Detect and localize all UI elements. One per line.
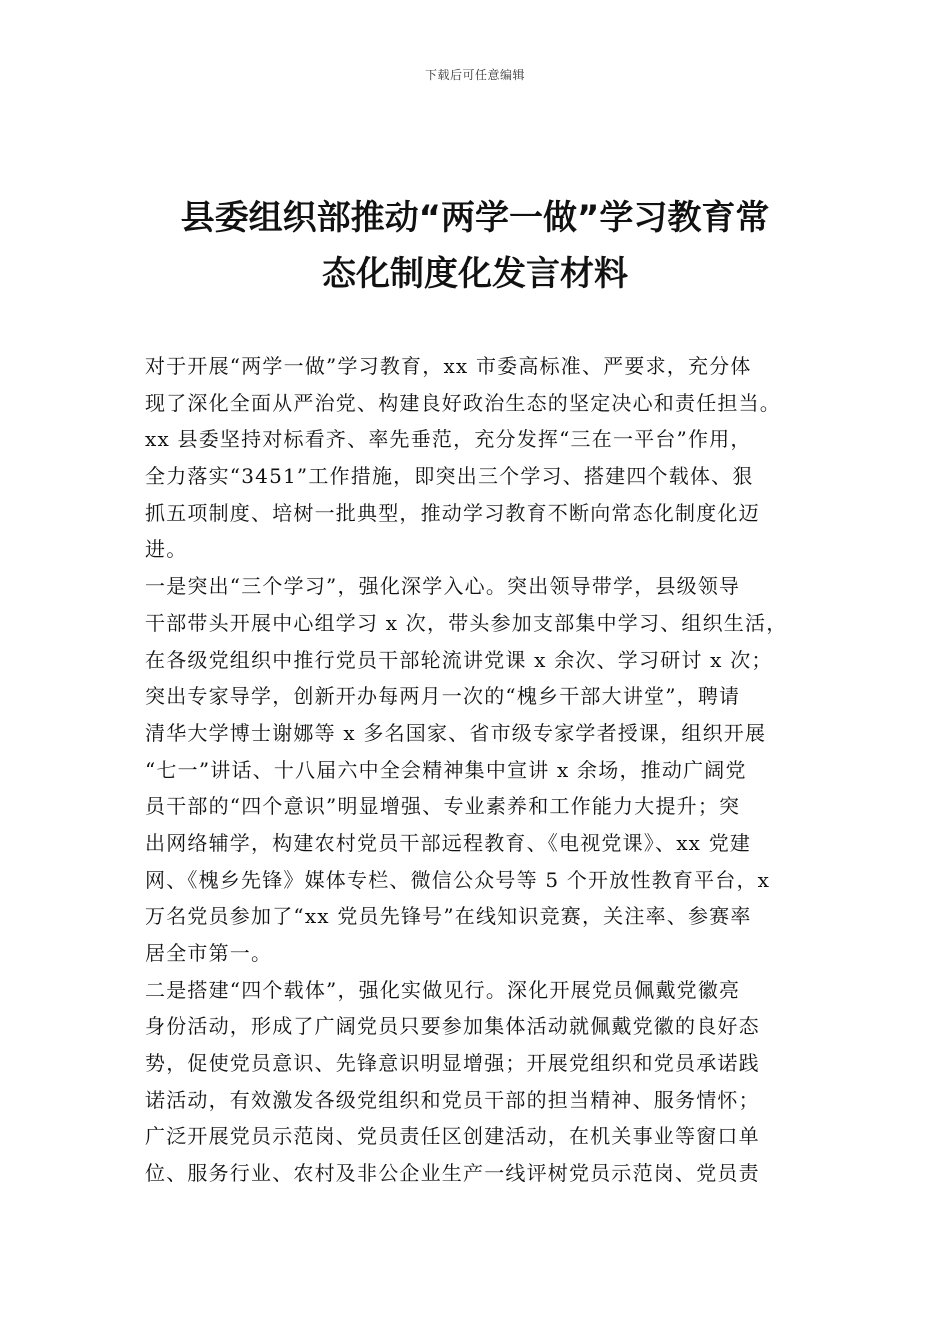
body-text-line: xx 县委坚持对标看齐、率先垂范，充分发挥“三在一平台”作用， bbox=[145, 427, 752, 452]
body-text-line: “七一”讲话、十八届六中全会精神集中宣讲 x 余场，推动广阔党 bbox=[145, 757, 747, 782]
body-text-line: 网、《槐乡先锋》媒体专栏、微信公众号等 5 个开放性教育平台，x bbox=[145, 867, 771, 892]
body-text-line: 抓五项制度、培树一批典型，推动学习教育不断向常态化制度化迈 bbox=[145, 500, 760, 525]
document-title-line-2: 态化制度化发言材料 bbox=[322, 254, 628, 294]
body-text-line: 对于开展“两学一做”学习教育，xx 市委高标准、严要求，充分体 bbox=[145, 354, 752, 378]
body-text-line: 在各级党组织中推行党员干部轮流讲党课 x 余次、学习研讨 x 次； bbox=[145, 647, 773, 672]
body-text-line: 势，促使党员意识、先锋意识明显增强；开展党组织和党员承诺践 bbox=[145, 1051, 760, 1076]
body-text-line: 清华大学博士谢娜等 x 多名国家、省市级专家学者授课，组织开展 bbox=[145, 720, 767, 745]
body-text-line: 诺活动，有效激发各级党组织和党员干部的担当精神、服务情怀； bbox=[145, 1087, 760, 1112]
body-text-line: 突出专家导学，创新开办每两月一次的“槐乡干部大讲堂”，聘请 bbox=[145, 684, 741, 709]
page-header-note: 下载后可任意编辑 bbox=[424, 68, 525, 82]
document-title bbox=[100, 190, 850, 302]
body-text-line: 居全市第一。 bbox=[145, 941, 273, 965]
body-text-line: 进。 bbox=[145, 537, 188, 562]
body-text-line: 广泛开展党员示范岗、党员责任区创建活动，在机关事业等窗口单 bbox=[145, 1124, 760, 1149]
body-text-line: 二是搭建“四个载体”，强化实做见行。深化开展党员佩戴党徽亮 bbox=[145, 977, 741, 1002]
body-text-line: 员干部的“四个意识”明显增强、专业素养和工作能力大提升；突 bbox=[145, 794, 741, 819]
body-text-line: 全力落实“3451”工作措施，即突出三个学习、搭建四个载体、狠 bbox=[145, 464, 754, 489]
body-text-line: 一是突出“三个学习”，强化深学入心。突出领导带学，县级领导 bbox=[145, 574, 741, 599]
body-text-line: 身份活动，形成了广阔党员只要参加集体活动就佩戴党徽的良好态 bbox=[145, 1014, 760, 1039]
body-text-line: 干部带头开展中心组学习 x 次，带头参加支部集中学习、组织生活， bbox=[145, 610, 788, 635]
body-text-line: 万名党员参加了“xx 党员先锋号”在线知识竞赛，关注率、参赛率 bbox=[145, 904, 752, 929]
document-body bbox=[145, 348, 810, 1192]
body-text-line: 出网络辅学，构建农村党员干部远程教育、《电视党课》、xx 党建 bbox=[145, 830, 752, 855]
document-title-line-1: 县委组织部推动“两学一做”学习教育常 bbox=[180, 198, 770, 238]
body-text-line: 现了深化全面从严治党、构建良好政治生态的坚定决心和责任担当。 bbox=[145, 390, 781, 415]
body-text-line: 位、服务行业、农村及非公企业生产一线评树党员示范岗、党员责 bbox=[145, 1161, 760, 1186]
